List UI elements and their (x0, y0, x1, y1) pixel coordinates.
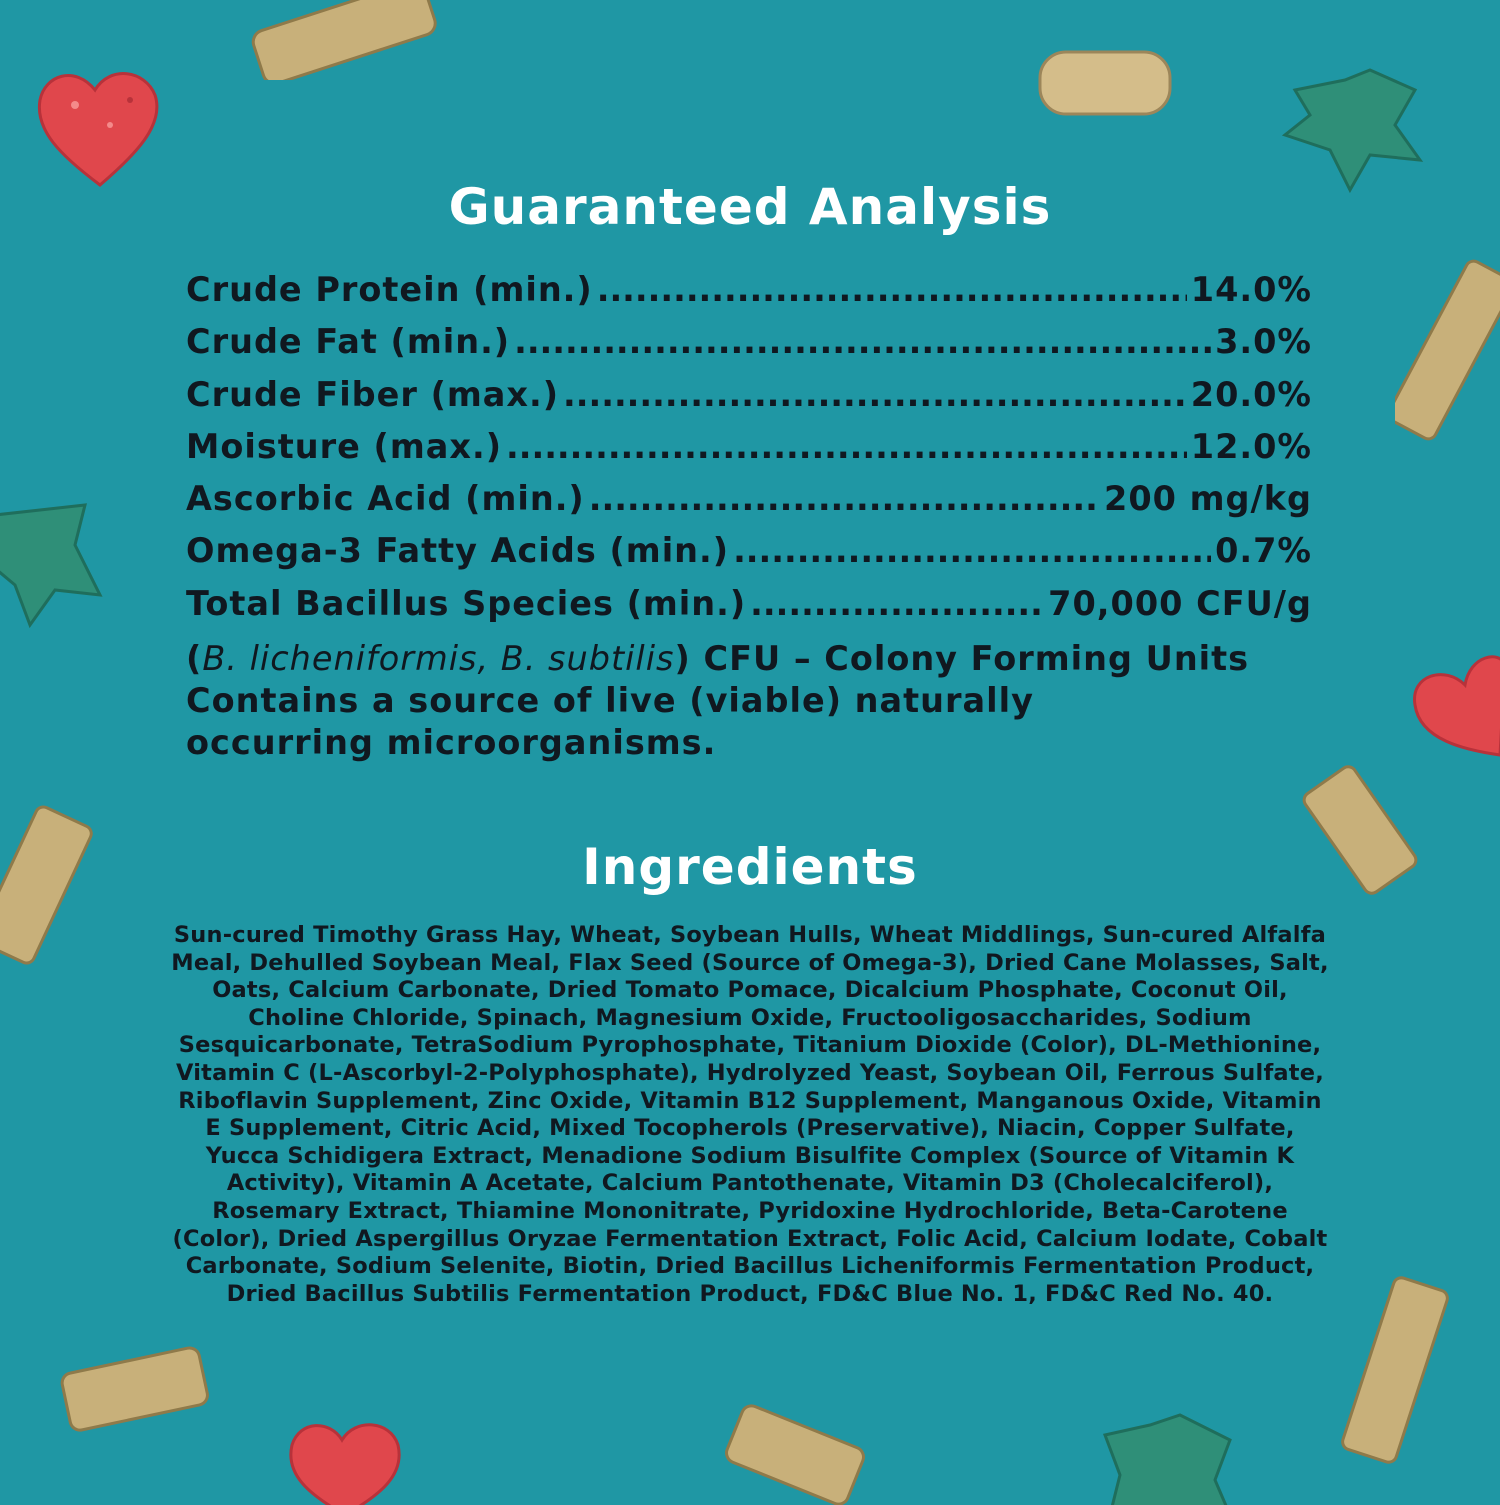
analysis-name: Ascorbic Acid (min.) (186, 479, 585, 519)
analysis-name: Crude Fat (min.) (186, 322, 511, 362)
analysis-name: Total Bacillus Species (min.) (186, 583, 747, 623)
tan-hay-pellet (1030, 40, 1180, 130)
green-cross-kibble (1090, 1405, 1240, 1505)
ingredients-list: Sun-cured Timothy Grass Hay, Wheat, Soybean Hulls, Wheat Middlings, Sun-cured Alfalfa Meal, Dehulled Soybean Meal, Flax Seed (Source of Omega-3), Dried Cane Molasses, Salt, Oats, Calcium Carbonate, Dried Tomato Pomace, Dicalcium Phosphate, Coconut Oil, Choline Chloride, Spinach, Magnesium Oxide, Fructooligosaccharides, Sodium Sesquicarbonate, TetraSodium Pyrophosphate, Titanium Dioxide (Color), DL-Methionine, Vitamin C (L-Ascorbyl-2-Polyphosphate), Hydrolyzed Yeast, Soybean Oil, Ferrous Sulfate, Riboflavin Supplement, Zinc Oxide, Vitamin B12 Supplement, Manganous Oxide, Vitamin E Supplement, Citric Acid, Mixed Tocopherols (Preservative), Niacin, Copper Sulfate, Yucca Schidigera Extract, Menadione Sodium Bisulfite Complex (Source of Vitamin K Activity), Vitamin A Acetate, Calcium Pantothenate, Vitamin D3 (Cholecalciferol), Rosemary Extract, Thiamine Mononitrate, Pyridoxine Hydrochloride, Beta-Carotene (Color), Dried Aspergillus Oryzae Fermentation Extract, Folic Acid, Calcium Iodate, Cobalt Carbonate, Sodium Selenite, Biotin, Dried Bacillus Licheniformis Fermentation Product, Dried Bacillus Subtilis Fermentation Product, FD&C Blue No. 1, FD&C Red No. 40. (171, 922, 1329, 1307)
red-heart-kibble (1405, 640, 1500, 770)
analysis-row-bacillus (186, 584, 1312, 636)
tan-hay-pellet (240, 0, 450, 80)
analysis-name: Omega-3 Fatty Acids (min.) (186, 531, 730, 571)
tan-hay-pellet (1335, 1270, 1455, 1470)
species-names: B. licheniformis, B. subtilis (202, 639, 675, 679)
footnote-line-1 (186, 638, 1312, 680)
analysis-value: 20.0% (1190, 374, 1312, 414)
green-cross-kibble (1275, 65, 1435, 195)
analysis-row-moisture (186, 427, 1312, 479)
analysis-row-ascorbic-acid (186, 479, 1312, 531)
dot-leader (589, 479, 1100, 518)
analysis-name: Crude Protein (min.) (186, 270, 593, 309)
cfu-definition: ) CFU – Colony Forming Units (674, 639, 1250, 679)
dot-leader (733, 531, 1211, 570)
analysis-row-crude-fat (186, 322, 1312, 374)
green-cross-kibble (0, 500, 105, 630)
analysis-value: 200 mg/kg (1104, 479, 1312, 519)
dot-leader (563, 375, 1187, 414)
guaranteed-analysis-title: Guaranteed Analysis (448, 178, 1052, 236)
analysis-row-crude-fiber (186, 375, 1312, 427)
footnote-line-3: occurring microorganisms. (186, 723, 717, 763)
analysis-name: Crude Fiber (max.) (186, 374, 560, 414)
ingredients-title: Ingredients (582, 838, 918, 896)
red-heart-kibble (30, 55, 170, 195)
analysis-value: 70,000 CFU/g (1048, 583, 1312, 623)
analysis-value: 3.0% (1215, 322, 1312, 362)
tan-hay-pellet (710, 1390, 880, 1505)
analysis-footnote (186, 638, 1312, 764)
red-heart-kibble (280, 1410, 410, 1505)
analysis-value: 14.0% (1190, 270, 1312, 309)
tan-hay-pellet (1395, 250, 1500, 450)
dot-leader (514, 322, 1211, 361)
analysis-row-omega-3 (186, 531, 1312, 583)
dot-leader (750, 584, 1044, 623)
analysis-row-crude-protein (186, 270, 1312, 322)
dot-leader (506, 427, 1187, 466)
guaranteed-analysis-table (186, 270, 1312, 764)
analysis-name: Moisture (max.) (186, 426, 503, 466)
tan-hay-pellet (50, 1330, 220, 1450)
dot-leader (597, 270, 1187, 309)
footnote-line-2: Contains a source of live (viable) naturally (186, 681, 1034, 721)
paren-open: ( (186, 639, 203, 679)
analysis-value: 12.0% (1190, 426, 1312, 466)
analysis-value: 0.7% (1215, 531, 1312, 571)
